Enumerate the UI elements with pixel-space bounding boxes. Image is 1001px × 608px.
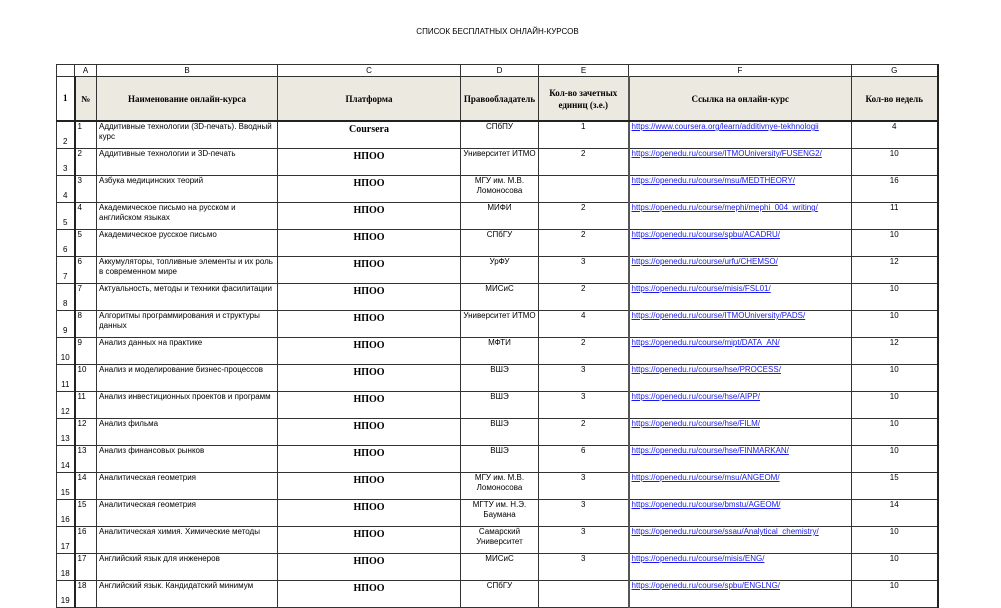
cell-owner[interactable]: Самарский Университет [461,527,539,554]
cell-link[interactable] [629,176,852,203]
cell-num[interactable]: 14 [75,473,97,500]
row-number[interactable]: 16 [57,500,75,527]
table-row [57,203,938,230]
row-number[interactable]: 9 [57,311,75,338]
cell-num[interactable]: 8 [75,311,97,338]
cell-num[interactable]: 13 [75,446,97,473]
cell-owner[interactable]: МИСиС [461,284,539,311]
cell-credits[interactable]: 3 [539,527,629,554]
header-name[interactable]: Наименование онлайн-курса [97,77,278,122]
table-row [57,473,938,500]
cell-link[interactable] [629,203,852,230]
cell-weeks[interactable]: 10 [852,149,938,176]
cell-link[interactable] [629,121,852,149]
cell-num[interactable]: 3 [75,176,97,203]
cell-num[interactable]: 18 [75,581,97,608]
corner-cell[interactable] [57,65,75,77]
cell-weeks[interactable]: 10 [852,392,938,419]
cell-course-name[interactable]: Аналитическая химия. Химические методы [97,527,278,554]
cell-credits[interactable]: 2 [539,230,629,257]
row-number[interactable]: 19 [57,581,75,608]
cell-platform[interactable]: НПОО [278,527,461,554]
table-row [57,176,938,203]
cell-owner[interactable]: МГУ им. М.В. Ломоносова [461,176,539,203]
cell-weeks[interactable]: 10 [852,446,938,473]
cell-num[interactable]: 9 [75,338,97,365]
cell-course-name[interactable]: Анализ и моделирование бизнес-процессов [97,365,278,392]
column-header-e[interactable]: E [539,65,629,77]
header-owner[interactable]: Правообладатель [461,77,539,122]
header-weeks[interactable]: Кол-во недель [852,77,938,122]
cell-weeks[interactable]: 14 [852,500,938,527]
cell-platform[interactable]: НПОО [278,365,461,392]
cell-platform[interactable]: НПОО [278,176,461,203]
cell-weeks[interactable]: 10 [852,365,938,392]
cell-weeks[interactable]: 11 [852,203,938,230]
course-link[interactable]: https://openedu.ru/course/hse/FILM/ [631,419,761,428]
cell-course-name[interactable]: Анализ финансовых рынков [97,446,278,473]
cell-platform[interactable]: НПОО [278,473,461,500]
row-number[interactable]: 15 [57,473,75,500]
cell-credits[interactable]: 4 [539,311,629,338]
cell-num[interactable]: 11 [75,392,97,419]
cell-link[interactable] [629,527,852,554]
header-credits[interactable]: Кол-во зачетных единиц (з.е.) [539,77,629,122]
cell-credits[interactable]: 2 [539,338,629,365]
cell-course-name[interactable]: Азбука медицинских теорий [97,176,278,203]
cell-platform[interactable]: НПОО [278,311,461,338]
cell-weeks[interactable]: 15 [852,473,938,500]
cell-owner[interactable]: МИФИ [461,203,539,230]
table-row [57,365,938,392]
cell-owner[interactable]: ВШЭ [461,419,539,446]
cell-course-name[interactable]: Аддитивные технологии и 3D-печать [97,149,278,176]
cell-num[interactable]: 2 [75,149,97,176]
cell-course-name[interactable]: Аккумуляторы, топливные элементы и их роль в современном мире [97,257,278,284]
cell-num[interactable]: 7 [75,284,97,311]
cell-owner[interactable]: ВШЭ [461,392,539,419]
course-link[interactable]: https://openedu.ru/course/ITMOUniversity/PADS/ [631,311,806,320]
cell-owner[interactable]: МГТУ им. Н.Э. Баумана [461,500,539,527]
row-number[interactable]: 17 [57,527,75,554]
cell-owner[interactable]: СПбПУ [461,121,539,149]
table-row [57,500,938,527]
row-number[interactable]: 3 [57,149,75,176]
table-row [57,121,938,149]
column-header-a[interactable]: A [75,65,97,77]
course-link[interactable]: https://openedu.ru/course/bmstu/AGEOM/ [631,500,781,509]
cell-platform[interactable]: НПОО [278,446,461,473]
table-row [57,311,938,338]
cell-course-name[interactable]: Английский язык для инженеров [97,554,278,581]
cell-owner[interactable]: УрФУ [461,257,539,284]
cell-platform[interactable]: НПОО [278,338,461,365]
course-link[interactable]: https://openedu.ru/course/hse/AIPP/ [631,392,761,401]
header-row [57,77,938,122]
cell-course-name[interactable]: Анализ данных на практике [97,338,278,365]
table-row [57,284,938,311]
cell-credits[interactable]: 3 [539,257,629,284]
table-row [57,554,938,581]
cell-link[interactable] [629,230,852,257]
cell-link[interactable] [629,338,852,365]
row-number[interactable]: 11 [57,365,75,392]
cell-link[interactable] [629,554,852,581]
cell-link[interactable] [629,365,852,392]
cell-owner[interactable]: СПбГУ [461,230,539,257]
column-header-d[interactable]: D [461,65,539,77]
cell-course-name[interactable]: Аналитическая геометрия [97,473,278,500]
cell-platform[interactable]: НПОО [278,230,461,257]
cell-owner[interactable]: ВШЭ [461,446,539,473]
course-link[interactable]: https://openedu.ru/course/hse/FINMARKAN/ [631,446,789,455]
header-link[interactable]: Ссылка на онлайн-курс [629,77,852,122]
row-number[interactable]: 2 [57,121,75,149]
header-platform[interactable]: Платформа [278,77,461,122]
cell-weeks[interactable]: 10 [852,554,938,581]
cell-platform[interactable]: НПОО [278,554,461,581]
cell-link[interactable] [629,284,852,311]
cell-weeks[interactable]: 10 [852,581,938,608]
course-link[interactable]: https://openedu.ru/course/misis/ENG/ [631,554,765,563]
row-number[interactable]: 6 [57,230,75,257]
cell-link[interactable] [629,446,852,473]
cell-credits[interactable]: 2 [539,284,629,311]
sheet-title: СПИСОК БЕСПЛАТНЫХ ОНЛАЙН-КУРСОВ [416,27,579,36]
cell-num[interactable]: 17 [75,554,97,581]
cell-weeks[interactable]: 10 [852,230,938,257]
cell-num[interactable]: 10 [75,365,97,392]
cell-credits[interactable]: 3 [539,473,629,500]
course-link[interactable]: https://openedu.ru/course/hse/PROCESS/ [631,365,781,374]
cell-credits[interactable]: 2 [539,419,629,446]
cell-link[interactable] [629,500,852,527]
cell-credits[interactable]: 3 [539,500,629,527]
column-letters-row [57,65,938,77]
row-number[interactable]: 14 [57,446,75,473]
cell-course-name[interactable]: Английский язык. Кандидатский минимум [97,581,278,608]
cell-owner[interactable]: ВШЭ [461,365,539,392]
course-link[interactable]: https://openedu.ru/course/spbu/ACADRU/ [631,230,781,239]
cell-link[interactable] [629,311,852,338]
course-link[interactable]: https://www.coursera.org/learn/additivnye-tekhnologii [631,122,819,131]
cell-course-name[interactable]: Академическое письмо на русском и английском языках [97,203,278,230]
table-row [57,419,938,446]
header-num[interactable]: № [75,77,97,122]
course-link[interactable]: https://openedu.ru/course/msu/MEDTHEORY/ [631,176,795,185]
row-number[interactable]: 18 [57,554,75,581]
course-link[interactable]: https://openedu.ru/course/mipt/DATA_AN/ [631,338,780,347]
cell-num[interactable]: 5 [75,230,97,257]
course-link[interactable]: https://openedu.ru/course/mephi/mephi_004_writing/ [631,203,818,212]
cell-platform[interactable]: НПОО [278,149,461,176]
row-number[interactable]: 1 [57,77,75,122]
table-row [57,392,938,419]
cell-link[interactable] [629,473,852,500]
course-link[interactable]: https://openedu.ru/course/ITMOUniversity/FUSENG2/ [631,149,822,158]
row-number[interactable]: 10 [57,338,75,365]
cell-owner[interactable]: МГУ им. М.В. Ломоносова [461,473,539,500]
cell-num[interactable]: 1 [75,121,97,149]
table-row [57,338,938,365]
cell-platform[interactable]: НПОО [278,500,461,527]
course-link[interactable]: https://openedu.ru/course/misis/FSL01/ [631,284,771,293]
row-number[interactable]: 13 [57,419,75,446]
cell-credits[interactable] [539,176,629,203]
cell-course-name[interactable]: Анализ фильма [97,419,278,446]
cell-num[interactable]: 6 [75,257,97,284]
cell-platform[interactable]: НПОО [278,257,461,284]
cell-weeks[interactable]: 12 [852,338,938,365]
cell-course-name[interactable]: Аддитивные технологии (3D-печать). Вводный курс [97,121,278,149]
table-row [57,581,938,608]
cell-num[interactable]: 4 [75,203,97,230]
cell-course-name[interactable]: Актуальность, методы и техники фасилитации [97,284,278,311]
row-number[interactable]: 12 [57,392,75,419]
cell-credits[interactable]: 6 [539,446,629,473]
column-header-b[interactable]: B [97,65,278,77]
column-header-c[interactable]: C [278,65,461,77]
cell-weeks[interactable]: 12 [852,257,938,284]
cell-platform[interactable]: НПОО [278,392,461,419]
cell-credits[interactable]: 1 [539,121,629,149]
cell-course-name[interactable]: Академическое русское письмо [97,230,278,257]
cell-owner[interactable]: МИСиС [461,554,539,581]
cell-course-name[interactable]: Алгоритмы программирования и структуры данных [97,311,278,338]
cell-link[interactable] [629,581,852,608]
cell-credits[interactable]: 2 [539,203,629,230]
cell-weeks[interactable]: 10 [852,284,938,311]
cell-credits[interactable]: 3 [539,554,629,581]
course-link[interactable]: https://openedu.ru/course/ssau/Analytical_chemistry/ [631,527,819,536]
course-link[interactable]: https://openedu.ru/course/msu/ANGEOM/ [631,473,780,482]
cell-platform[interactable]: НПОО [278,203,461,230]
cell-course-name[interactable]: Анализ инвестиционных проектов и программ [97,392,278,419]
cell-weeks[interactable]: 10 [852,311,938,338]
cell-credits[interactable] [539,581,629,608]
row-number[interactable]: 5 [57,203,75,230]
table-row [57,230,938,257]
cell-owner[interactable]: СПбГУ [461,581,539,608]
row-number[interactable]: 7 [57,257,75,284]
cell-platform[interactable]: НПОО [278,581,461,608]
table-row [57,446,938,473]
row-number[interactable]: 4 [57,176,75,203]
column-header-g[interactable]: G [852,65,938,77]
cell-platform[interactable]: НПОО [278,419,461,446]
table-row [57,257,938,284]
cell-num[interactable]: 15 [75,500,97,527]
cell-credits[interactable]: 3 [539,392,629,419]
courses-table [56,64,939,608]
cell-weeks[interactable]: 4 [852,121,938,149]
cell-num[interactable]: 16 [75,527,97,554]
cell-weeks[interactable]: 16 [852,176,938,203]
cell-course-name[interactable]: Аналитическая геометрия [97,500,278,527]
row-number[interactable]: 8 [57,284,75,311]
course-link[interactable]: https://openedu.ru/course/urfu/CHEMSO/ [631,257,778,266]
table-row [57,149,938,176]
cell-owner[interactable]: Университет ИТМО [461,149,539,176]
table-row [57,527,938,554]
cell-link[interactable] [629,419,852,446]
cell-owner[interactable]: МФТИ [461,338,539,365]
cell-credits[interactable]: 2 [539,149,629,176]
course-link[interactable]: https://openedu.ru/course/spbu/ENGLNG/ [631,581,781,590]
cell-credits[interactable]: 3 [539,365,629,392]
cell-weeks[interactable]: 10 [852,419,938,446]
column-header-f[interactable]: F [629,65,852,77]
cell-link[interactable] [629,149,852,176]
cell-weeks[interactable]: 10 [852,527,938,554]
cell-link[interactable] [629,257,852,284]
cell-link[interactable] [629,392,852,419]
cell-owner[interactable]: Университет ИТМО [461,311,539,338]
cell-platform[interactable]: Coursera [278,121,461,149]
cell-num[interactable]: 12 [75,419,97,446]
cell-platform[interactable]: НПОО [278,284,461,311]
